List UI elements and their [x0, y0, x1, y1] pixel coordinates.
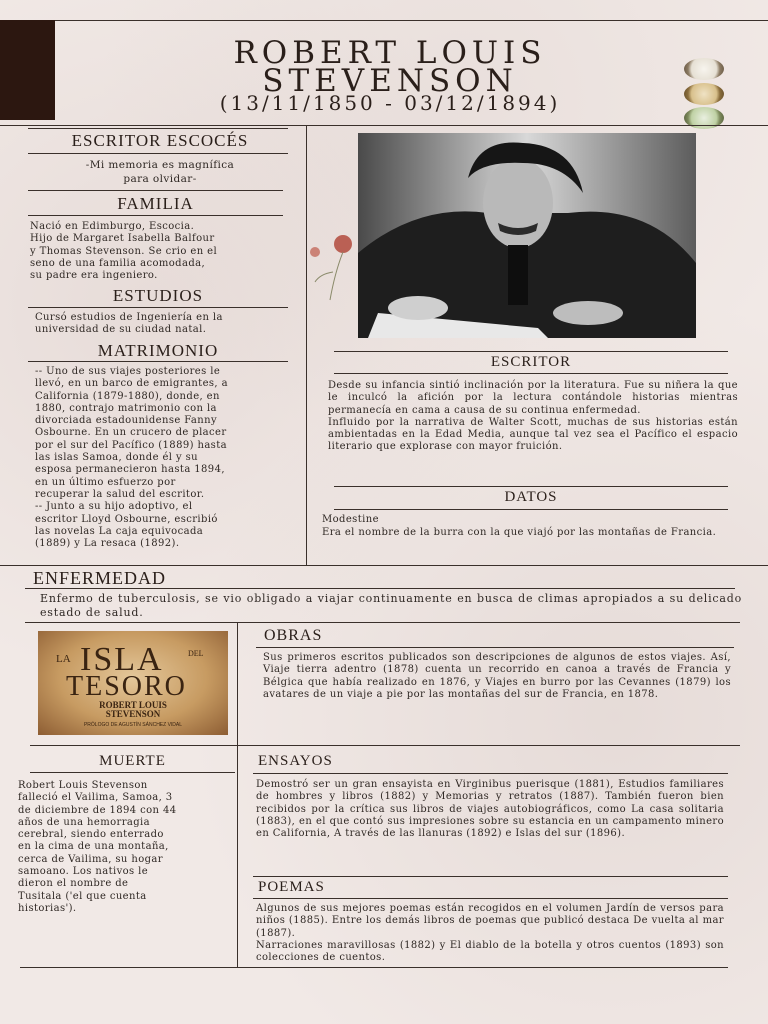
matrimonio-text: -- Uno de sus viajes posteriores le llevó, en un barco de emigrantes, a California (1879-1880), donde, en 1880, contrajo matrimonio con la divorciada estadounidense Fanny Osbourne. En un crucero de placer por el sur del Pacífico (1889) hasta las islas Samoa, donde él y su esposa permanecieron hasta 1894, en un último esfuerzo por recuperar la salud del escritor. -- Junto a su hijo adoptivo, el escritor Lloyd Osbourne, escribió las novelas La caja equivocada (1889) y La resaca (1892).	[35, 366, 228, 550]
book-cover-image	[38, 631, 228, 735]
datos-title: Modestine	[322, 514, 379, 525]
ensayos-text: Demostró ser un gran ensayista en Virginibus puerisque (1881), Estudios familiares de hombres y libros (1882) y Memorias y retratos (1887). También fueron bien recibidos por la crítica sus libros de viajes autobiográficos, como La casa solitaria (1883), en el que contó sus impresiones sobre su estancia en un campamento minero en California, A través de las llanuras (1892) e Islas del sur (1896).	[256, 779, 724, 840]
rule	[253, 773, 728, 774]
rule	[30, 772, 235, 773]
name-line-1: ROBERT LOUIS	[233, 35, 547, 71]
muerte-text: Robert Louis Stevenson falleció el Vailima, Samoa, 3 de diciembre de 1894 con 44 años de una hemorragia cerebral, siendo enterrado en la cima de una montaña, cerca de Vailima, su hogar samoano. Los nativos le dieron el nombre de Tusitala ('el que cuenta historias').	[18, 780, 177, 914]
bottom-rule	[20, 967, 728, 968]
rule	[334, 486, 728, 487]
rule	[25, 622, 740, 623]
escritor-escoces-heading: ESCRITOR ESCOCÉS	[71, 131, 249, 150]
rule	[28, 190, 283, 191]
estudios-text: Cursó estudios de Ingeniería en la universidad de su ciudad natal.	[35, 312, 223, 336]
obras-text: Sus primeros escritos publicados son descripciones de algunos de estos viajes. Así, Viaje tierra adentro (1878) cuenta un recorrido en canoa a través de Francia y Bélgica que había realizado en 1876, y Viajes en burro por las Cevannes (1879) los avatares de un viaje a pie por las montañas del sur de Francia, en 1878.	[263, 652, 731, 700]
escritor-heading: ESCRITOR	[490, 354, 572, 370]
quote: -Mi memoria es magnífica para olvidar-	[85, 159, 235, 185]
enfermedad-divider	[0, 565, 768, 566]
datos-heading: DATOS	[504, 489, 558, 505]
portrait-photo	[358, 133, 696, 338]
escritor-text: Desde su infancia sintió inclinación por la literatura. Fue su niñera la que le inculcó la afición por la lectura contándole historias mientras permanecía en cama a causa de su continua enfermedad. Influido por la narrativa de Walter Scott, muchas de sus historias están ambientadas en la Edad Media, aunque tal vez sea el Pacífico el espacio literario que explorase con mayor fruición.	[328, 380, 738, 453]
clock-icon	[684, 58, 724, 80]
rule	[334, 373, 728, 374]
column-divider-top	[306, 125, 307, 565]
familia-text: Nació en Edimburgo, Escocia. Hijo de Margaret Isabella Balfour y Thomas Stevenson. Se crio en el seno de una familia acomodada, su padre era ingeniero.	[30, 221, 218, 282]
ensayos-heading: ENSAYOS	[258, 753, 333, 769]
datos-text: Era el nombre de la burra con la que viajó por las montañas de Francia.	[322, 527, 717, 538]
enfermedad-text: Enfermo de tuberculosis, se vio obligado a viajar continuamente en busca de climas apropiados a su delicado estado de salud.	[40, 592, 742, 619]
life-dates: (13/11/1850 - 03/12/1894)	[219, 91, 561, 115]
rule	[28, 361, 288, 362]
rule	[334, 509, 728, 510]
muerte-heading: MUERTE	[99, 753, 166, 769]
book-cover-author: ROBERT LOUIS STEVENSON	[99, 700, 167, 719]
pocket-watch-icon	[684, 83, 724, 105]
rule	[28, 128, 288, 129]
obras-heading: OBRAS	[264, 627, 323, 644]
rose-decoration	[305, 232, 355, 302]
rule	[28, 307, 288, 308]
column-divider-bottom	[237, 622, 238, 967]
top-border-line	[55, 20, 768, 21]
book-cover-del: DEL	[188, 649, 204, 658]
book-cover-credit: PRÓLOGO DE AGUSTÍN SÁNCHEZ VIDAL	[83, 722, 183, 728]
matrimonio-heading: MATRIMONIO	[97, 341, 219, 360]
rule	[25, 588, 735, 589]
rule	[253, 876, 728, 877]
book-cover-tesoro: TESORO	[66, 671, 187, 702]
book-cover-isla: ISLA	[80, 641, 164, 678]
familia-heading: FAMILIA	[117, 194, 194, 213]
name-line-2: STEVENSON	[262, 63, 518, 99]
enfermedad-heading: ENFERMEDAD	[33, 568, 167, 588]
poemas-text: Algunos de sus mejores poemas están recogidos en el volumen Jardín de versos para niños (1885). Entre los demás libros de poemas que publicó destaca De vuelta al mar (1887). Narraciones maravillosas (1882) y El diablo de la botella y otros cuentos (1893) son colecciones de cuentos.	[256, 903, 724, 964]
book-cover-la: LA	[56, 653, 71, 665]
rule	[256, 647, 734, 648]
rule	[28, 215, 283, 216]
corner-block	[0, 20, 55, 120]
header-divider	[0, 125, 768, 126]
rule	[28, 153, 288, 154]
poemas-heading: POEMAS	[258, 879, 325, 895]
estudios-heading: ESTUDIOS	[112, 286, 204, 305]
rule	[334, 351, 728, 352]
rule	[30, 745, 740, 746]
rule	[253, 898, 728, 899]
